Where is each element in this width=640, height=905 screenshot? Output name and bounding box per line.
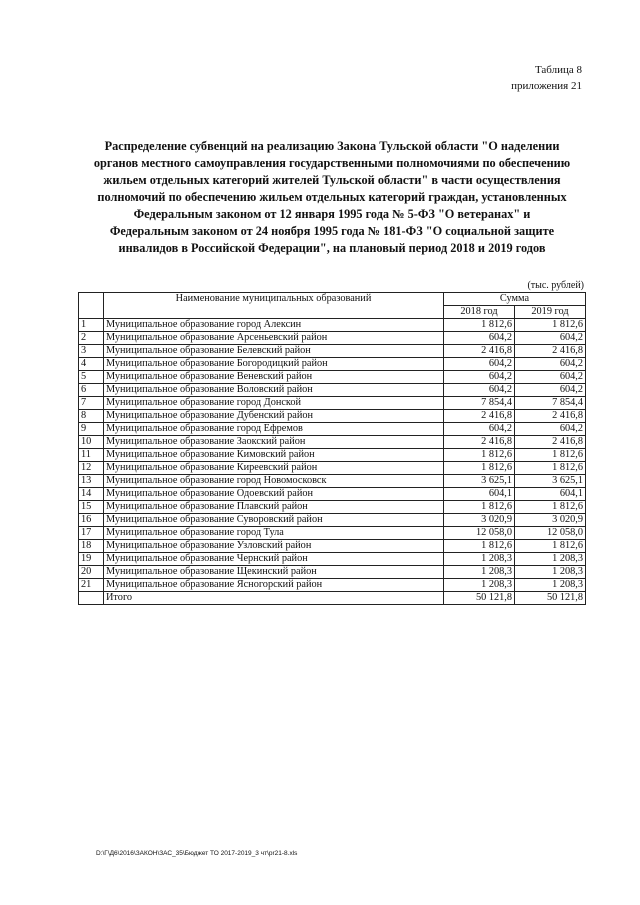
- amount-2018: 3 625,1: [444, 475, 515, 488]
- total-label: Итого: [104, 592, 444, 605]
- amount-2018: 604,2: [444, 332, 515, 345]
- amount-2018: 2 416,8: [444, 410, 515, 423]
- subvention-table: [78, 292, 586, 605]
- row-number: 18: [79, 540, 104, 553]
- amount-2019: 1 812,6: [515, 319, 586, 332]
- table-row: [79, 332, 586, 345]
- amount-2018: 1 208,3: [444, 579, 515, 592]
- title-line: Федеральным законом от 12 января 1995 года № 5-ФЗ "О ветеранах" и: [133, 207, 531, 221]
- amount-2018: 1 812,6: [444, 501, 515, 514]
- title-line: органов местного самоуправления государственными полномочиями по обеспечению: [93, 156, 571, 170]
- municipality-name: Муниципальное образование Дубенский район: [104, 410, 444, 423]
- amount-2018: 1 812,6: [444, 449, 515, 462]
- municipality-name: Муниципальное образование Киреевский район: [104, 462, 444, 475]
- total-row: [79, 592, 586, 605]
- row-number: 2: [79, 332, 104, 345]
- header-row: [79, 293, 586, 306]
- row-number: 20: [79, 566, 104, 579]
- municipality-name: Муниципальное образование Суворовский район: [104, 514, 444, 527]
- row-number: 11: [79, 449, 104, 462]
- header-2018-cell: 2018 год: [444, 306, 515, 319]
- amount-2019: 1 812,6: [515, 540, 586, 553]
- amount-2019: 1 812,6: [515, 449, 586, 462]
- table-row: [79, 566, 586, 579]
- municipality-name: Муниципальное образование город Донской: [104, 397, 444, 410]
- municipality-name: Муниципальное образование Веневский район: [104, 371, 444, 384]
- title-line: Распределение субвенций на реализацию Закона Тульской области "О наделении: [104, 139, 560, 153]
- table-row: [79, 540, 586, 553]
- municipality-name: Муниципальное образование город Тула: [104, 527, 444, 540]
- total-number-cell: [79, 592, 104, 605]
- row-number: 9: [79, 423, 104, 436]
- row-number: 13: [79, 475, 104, 488]
- table-row: [79, 371, 586, 384]
- municipality-name: Муниципальное образование Щекинский район: [104, 566, 444, 579]
- municipality-name: Муниципальное образование Ясногорский район: [104, 579, 444, 592]
- amount-2019: 604,2: [515, 423, 586, 436]
- document-title: [82, 138, 582, 257]
- table-row: [79, 501, 586, 514]
- amount-2019: 1 208,3: [515, 566, 586, 579]
- amount-2019: 604,2: [515, 358, 586, 371]
- row-number: 1: [79, 319, 104, 332]
- municipality-name: Муниципальное образование Кимовский район: [104, 449, 444, 462]
- table-reference: [511, 62, 582, 94]
- amount-2019: 3 020,9: [515, 514, 586, 527]
- title-line: инвалидов в Российской Федерации", на плановый период 2018 и 2019 годов: [118, 241, 546, 255]
- amount-2019: 1 208,3: [515, 579, 586, 592]
- units-label: (тыс. рублей): [527, 280, 584, 291]
- amount-2018: 7 854,4: [444, 397, 515, 410]
- row-number: 14: [79, 488, 104, 501]
- header-sum-cell: Сумма: [444, 293, 586, 306]
- amount-2019: 2 416,8: [515, 345, 586, 358]
- amount-2018: 3 020,9: [444, 514, 515, 527]
- municipality-name: Муниципальное образование город Новомосковск: [104, 475, 444, 488]
- amount-2019: 2 416,8: [515, 436, 586, 449]
- municipality-name: Муниципальное образование Плавский район: [104, 501, 444, 514]
- table-row: [79, 475, 586, 488]
- row-number: 19: [79, 553, 104, 566]
- row-number: 21: [79, 579, 104, 592]
- amount-2019: 604,2: [515, 371, 586, 384]
- amount-2019: 604,2: [515, 332, 586, 345]
- amount-2019: 7 854,4: [515, 397, 586, 410]
- row-number: 12: [79, 462, 104, 475]
- row-number: 15: [79, 501, 104, 514]
- table-row: [79, 319, 586, 332]
- table-row: [79, 423, 586, 436]
- amount-2018: 604,2: [444, 384, 515, 397]
- municipality-name: Муниципальное образование город Алексин: [104, 319, 444, 332]
- municipality-name: Муниципальное образование Узловский район: [104, 540, 444, 553]
- municipality-name: Муниципальное образование Воловский район: [104, 384, 444, 397]
- municipality-name: Муниципальное образование Одоевский район: [104, 488, 444, 501]
- amount-2019: 1 812,6: [515, 501, 586, 514]
- municipality-name: Муниципальное образование Богородицкий район: [104, 358, 444, 371]
- row-number: 5: [79, 371, 104, 384]
- amount-2019: 12 058,0: [515, 527, 586, 540]
- title-line: жильем отдельных категорий жителей Тульской области" в части осуществления: [103, 173, 561, 187]
- header-name-cell: Наименование муниципальных образований: [104, 293, 444, 319]
- amount-2018: 1 812,6: [444, 319, 515, 332]
- table-row: [79, 449, 586, 462]
- amount-2019: 1 812,6: [515, 462, 586, 475]
- total-2018: 50 121,8: [444, 592, 515, 605]
- amount-2018: 604,2: [444, 423, 515, 436]
- amount-2018: 12 058,0: [444, 527, 515, 540]
- amount-2019: 1 208,3: [515, 553, 586, 566]
- table-row: [79, 488, 586, 501]
- municipality-name: Муниципальное образование Белевский район: [104, 345, 444, 358]
- table-row: [79, 579, 586, 592]
- table-row: [79, 514, 586, 527]
- row-number: 3: [79, 345, 104, 358]
- row-number: 6: [79, 384, 104, 397]
- table-row: [79, 527, 586, 540]
- table-row: [79, 358, 586, 371]
- row-number: 4: [79, 358, 104, 371]
- municipality-name: Муниципальное образование Чернский район: [104, 553, 444, 566]
- table-row: [79, 410, 586, 423]
- table-body: [79, 319, 586, 605]
- row-number: 16: [79, 514, 104, 527]
- row-number: 7: [79, 397, 104, 410]
- table-row: [79, 345, 586, 358]
- row-number: 17: [79, 527, 104, 540]
- title-line: Федеральным законом от 24 ноября 1995 года № 181-ФЗ "О социальной защите: [109, 224, 555, 238]
- amount-2019: 3 625,1: [515, 475, 586, 488]
- total-2019: 50 121,8: [515, 592, 586, 605]
- amount-2018: 2 416,8: [444, 345, 515, 358]
- row-number: 8: [79, 410, 104, 423]
- amount-2018: 1 208,3: [444, 566, 515, 579]
- amount-2018: 604,2: [444, 371, 515, 384]
- table-row: [79, 436, 586, 449]
- amount-2018: 1 208,3: [444, 553, 515, 566]
- amount-2018: 1 812,6: [444, 462, 515, 475]
- file-path: D:\Г\Д6\2016\ЗАКОН\ЗАС_35\Бюджет ТО 2017-2019_3 чт\pr21-8.xls: [96, 850, 298, 857]
- header-2019-cell: 2019 год: [515, 306, 586, 319]
- municipality-name: Муниципальное образование город Ефремов: [104, 423, 444, 436]
- table-row: [79, 397, 586, 410]
- table-row: [79, 384, 586, 397]
- title-line: полномочий по обеспечению жильем отдельных категорий граждан, установленных: [97, 190, 567, 204]
- amount-2018: 604,1: [444, 488, 515, 501]
- amount-2018: 1 812,6: [444, 540, 515, 553]
- amount-2019: 2 416,8: [515, 410, 586, 423]
- header-number-cell: [79, 293, 104, 319]
- amount-2019: 604,2: [515, 384, 586, 397]
- table-row: [79, 462, 586, 475]
- table-row: [79, 553, 586, 566]
- table-number: Таблица 8: [534, 64, 582, 76]
- municipality-name: Муниципальное образование Арсеньевский район: [104, 332, 444, 345]
- amount-2018: 604,2: [444, 358, 515, 371]
- amount-2018: 2 416,8: [444, 436, 515, 449]
- municipality-name: Муниципальное образование Заокский район: [104, 436, 444, 449]
- row-number: 10: [79, 436, 104, 449]
- amount-2019: 604,1: [515, 488, 586, 501]
- appendix-number: приложения 21: [511, 80, 582, 92]
